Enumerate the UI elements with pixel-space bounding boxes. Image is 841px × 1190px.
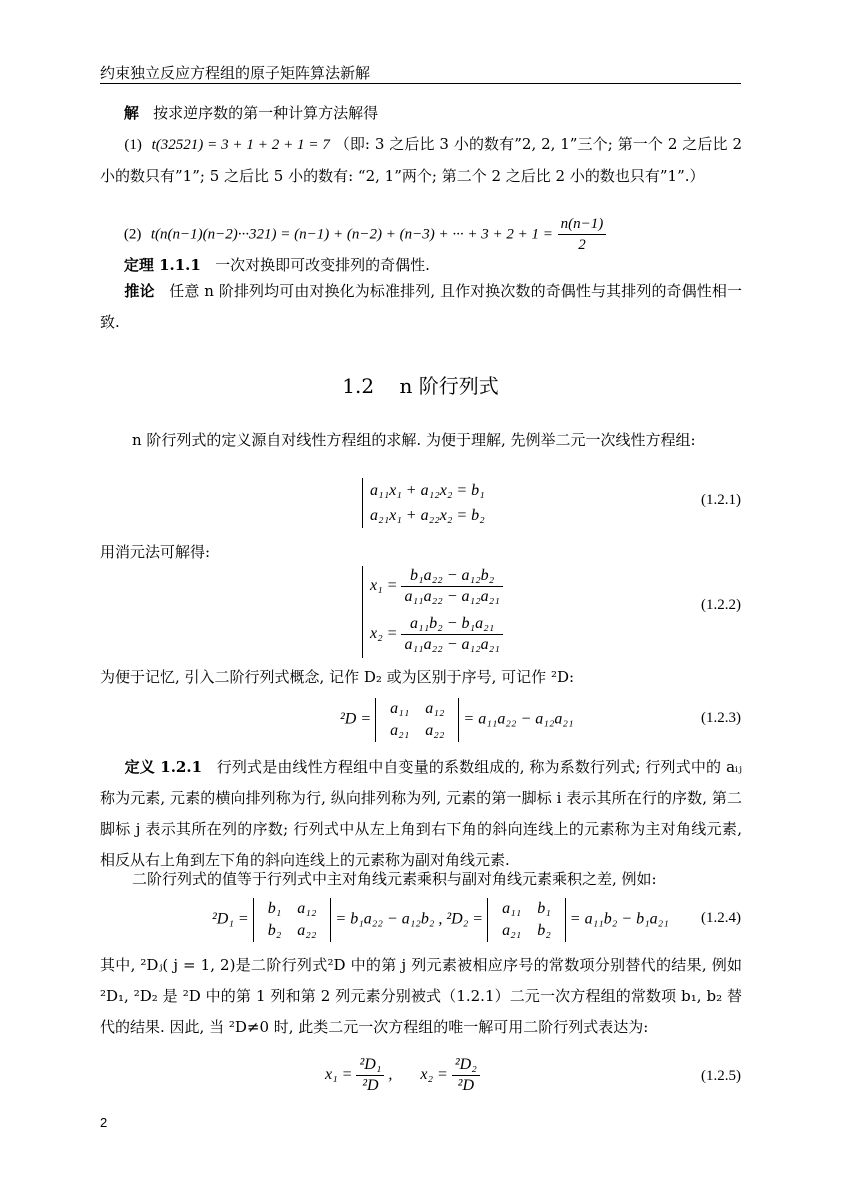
header-rule xyxy=(100,83,741,84)
eq122-x1 xyxy=(370,566,503,607)
eq123-rhs: = a₁₁a₂₂ − a₁₂a₂₁ xyxy=(463,710,574,728)
eq122-x1-lhs: x₁ = xyxy=(370,577,398,595)
solution-label: 解 xyxy=(123,104,139,122)
running-header: 约束独立反应方程组的原子矩阵算法新解 xyxy=(100,64,371,82)
eq125: x₁ = $\frac{\text{²D₁}}{\text{²D}}$ , x₂ = $\frac{\text{²D₂}}{\text{²D}}$ xyxy=(325,1055,480,1096)
section-title: n 阶行列式 xyxy=(399,374,499,398)
paragraph-replacement: 其中, ²Dⱼ( j = 1, 2)是二阶行列式²D 中的第 j 列元素被相应序号的常数项分别替代的结果, 例如 ²D₁, ²D₂ 是 ²D 中的第 1 列和第 2 列元素分别被式（1.2.1）二元一次方程组的常数项 b₁, b₂ 替代的结果. 因此, 当 ²D≠0 时, 此类二元一次方程组的唯一解可用二阶行列式表达为: xyxy=(100,956,742,1036)
item1-expression: t(32521) = 3 + 1 + 2 + 1 = 7 xyxy=(151,137,330,153)
definition-text: 行列式是由线性方程组中自变量的系数组成的, 称为系数行列式; 行列式中的 aᵢⱼ 称为元素, 元素的横向排列称为行, 纵向排列称为列, 元素的第一脚标 i 表示其所在行的序数, 第二脚标 j 表示其所在列的序数; 行列式中从左上角到右下角的斜向连线上的元素称为主对角线元素, 相反从右上角到左下角的斜向连线上的元素称为副对角线元素. xyxy=(100,758,742,869)
corollary xyxy=(100,276,742,338)
eq124-rhs2: = a₁₁b₂ − b₁a₂₁ xyxy=(569,910,669,928)
eq123-lhs: ²D = xyxy=(340,710,372,728)
eq122-x1-fraction xyxy=(401,566,502,607)
eq122-x2-num: a₁₁b₂ − b₁a₂₁ xyxy=(401,614,502,635)
solution-item-2 xyxy=(100,214,742,255)
item2-frac-num: n(n−1) xyxy=(558,214,607,235)
eq122-x1-den: a₁₁a₂₂ − a₁₂a₂₁ xyxy=(404,588,500,605)
eq124-det2 xyxy=(487,898,566,942)
eq124-rhs1: = b₁a₂₂ − a₁₂b₂ , xyxy=(335,910,443,928)
eq121-line2: a₂₁x₁ + a₂₂x₂ = b₂ xyxy=(370,507,485,524)
section-number: 1.2 xyxy=(342,374,375,398)
paragraph-determinant-value: 二阶行列式的值等于行列式中主对角线元素乘积与副对角线元素乘积之差, 例如: xyxy=(132,870,657,888)
eq124-lhs1: ²D₁ = xyxy=(212,910,249,928)
eq124-d2-11: a₁₁ xyxy=(502,900,522,917)
eq125-x1-den: ²D xyxy=(362,1077,379,1094)
eq123-number: (1.2.3) xyxy=(701,710,741,726)
eq122-x2-fraction xyxy=(401,614,502,655)
eq122-brace xyxy=(362,566,363,658)
eq125-x1-lhs: x₁ = xyxy=(325,1066,353,1084)
eq124-d1-11: b₁ xyxy=(267,900,282,917)
item1-explanation: （即: 3 之后比 3 小的数有”2, 2, 1”三个; 第一个 2 之后比 2 小的数只有”1”; 5 之后比 5 小的数有: “2, 1”两个; 第二个 2 之后比 2 小的数也只有”1”.） xyxy=(100,135,742,185)
eq125-x1-fraction xyxy=(356,1055,384,1096)
definition-label: 定义 1.2.1 xyxy=(124,758,203,776)
eq123 xyxy=(340,698,574,742)
eq124 xyxy=(212,898,669,942)
eq124-d1-22: a₂₂ xyxy=(297,922,317,939)
eq123-m11: a₁₁ xyxy=(390,700,410,717)
eq121-brace xyxy=(362,478,363,528)
corollary-label: 推论 xyxy=(124,282,155,300)
eq122-x2-den: a₁₁a₂₂ − a₁₂a₂₁ xyxy=(404,636,500,653)
eq121-line1: a₁₁x₁ + a₁₂x₂ = b₁ xyxy=(370,482,485,499)
eq124-det1 xyxy=(253,898,332,942)
eq125-x2-lhs: x₂ = xyxy=(420,1066,448,1084)
paragraph-elimination: 用消元法可解得: xyxy=(100,543,211,561)
page-number: 2 xyxy=(100,1115,108,1130)
eq125-x1-num: ²D₁ xyxy=(356,1055,384,1076)
item1-number: (1) xyxy=(124,137,142,153)
solution-item-1 xyxy=(100,129,742,192)
eq124-number: (1.2.4) xyxy=(701,910,741,926)
eq122-x2 xyxy=(370,614,503,655)
eq124-d2-22: b₂ xyxy=(537,922,551,939)
solution-intro xyxy=(100,98,742,129)
eq125-number: (1.2.5) xyxy=(701,1068,741,1084)
eq124-d2-12: b₁ xyxy=(537,900,551,917)
paragraph-determinant-intro: 为便于记忆, 引入二阶行列式概念, 记作 D₂ 或为区别于序号, 可记作 ²D: xyxy=(100,668,575,686)
eq123-m22: a₂₂ xyxy=(425,722,445,739)
eq121-number: (1.2.1) xyxy=(701,492,741,508)
section-heading xyxy=(0,370,841,399)
theorem-label: 定理 1.1.1 xyxy=(123,256,201,274)
item2-fraction xyxy=(558,214,607,255)
eq124-d1-21: b₂ xyxy=(267,922,282,939)
eq125-x2-den: ²D xyxy=(457,1077,474,1094)
theorem-text: 一次对换即可改变排列的奇偶性. xyxy=(215,256,430,274)
corollary-text: 任意 n 阶排列均可由对换化为标准排列, 且作对换次数的奇偶性与其排列的奇偶性相一致. xyxy=(100,282,742,331)
eq124-d1-12: a₁₂ xyxy=(297,900,317,917)
solution-intro-text: 按求逆序数的第一种计算方法解得 xyxy=(153,104,379,122)
eq124-lhs2: ²D₂ = xyxy=(446,910,484,928)
eq122-x1-num: b₁a₂₂ − a₁₂b₂ xyxy=(401,566,502,587)
eq122-x2-lhs: x₂ = xyxy=(370,625,398,643)
definition-1-2-1 xyxy=(100,752,742,876)
eq125-x2-fraction xyxy=(452,1055,480,1096)
paragraph-intro: n 阶行列式的定义源自对线性方程组的求解. 为便于理解, 先例举二元一次线性方程组: xyxy=(132,431,696,449)
item2-number: (2) xyxy=(123,226,142,243)
item2-expression: t(n(n−1)(n−2)···321) = (n−1) + (n−2) + (n−3) + ··· + 3 + 2 + 1 = xyxy=(150,226,553,243)
item2-frac-den: 2 xyxy=(578,237,586,253)
eq121-system xyxy=(370,478,485,528)
eq124-d2-21: a₂₁ xyxy=(502,922,522,939)
eq123-m12: a₁₂ xyxy=(425,700,445,717)
eq123-m21: a₂₁ xyxy=(390,722,410,739)
eq122-number: (1.2.2) xyxy=(701,597,741,613)
eq123-determinant xyxy=(375,698,459,742)
eq125-x2-num: ²D₂ xyxy=(452,1055,480,1076)
